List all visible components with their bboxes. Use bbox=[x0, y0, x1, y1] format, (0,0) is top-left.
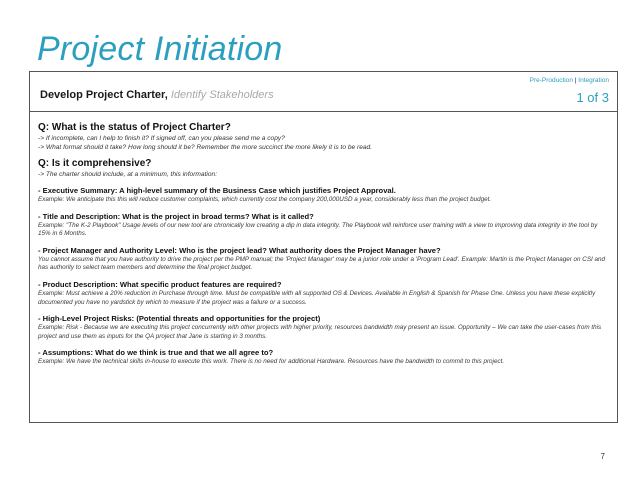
phase-secondary: Integration bbox=[578, 77, 609, 84]
slide-number: 7 bbox=[600, 452, 605, 461]
page-title: Project Initiation bbox=[37, 30, 283, 68]
phase-primary: Pre-Production bbox=[529, 77, 573, 84]
header-box bbox=[29, 71, 618, 112]
question-heading: Q: Is it comprehensive? bbox=[38, 158, 152, 169]
question-heading: Q: What is the status of Project Charter? bbox=[38, 122, 231, 133]
heading-primary: Develop Project Charter, bbox=[40, 89, 168, 101]
question-line: -> What format should it take? How long should it be? Remember the more succinct the more likely it is to be read. bbox=[38, 144, 373, 151]
question-line: -> If incomplete, can I help to finish it? If signed off, can you please send me a copy? bbox=[38, 135, 285, 142]
slide-heading bbox=[40, 89, 274, 101]
section-example: Example: We anticipate this this will reduce customer complaints, which currently cost the company 200,000USD a year, considerably less than the project budget. bbox=[38, 196, 492, 203]
section-heading: - Project Manager and Authority Level: Who is the project lead? What authority does the Project Manager have? bbox=[38, 245, 441, 255]
section-heading: - Executive Summary: A high-level summary of the Business Case which justifies Project Approval. bbox=[38, 186, 396, 195]
phase-label bbox=[530, 77, 609, 84]
content-box bbox=[29, 112, 618, 423]
section-heading: - High-Level Project Risks: (Potential threats and opportunities for the project) bbox=[38, 314, 321, 324]
section-example: Example: "The K-2 Playbook" Usage levels of our new tool are chronically low creating a dip in data integrity. The Playbook will reinforce user training with a view to improving data integrity in the tool by 15% in 6 Months. bbox=[38, 221, 598, 238]
section-example: Example: Risk - Because we are executing this project concurrently with other projects with higher priority, resources bandwidth may present an issue. Opportunity – We can take the user-cases from this project and use them as inputs for the QA project that Jane is starting in 3 months. bbox=[38, 324, 602, 340]
section-heading: - Assumptions: What do we think is true and that we all agree to? bbox=[38, 348, 274, 358]
section-heading: - Title and Description: What is the project in broad terms? What is it called? bbox=[38, 211, 314, 221]
section-heading: - Product Description: What specific product features are required? bbox=[38, 279, 282, 289]
page-indicator: 1 of 3 bbox=[576, 90, 609, 105]
section-example: You cannot assume that you have authority to drive the project per the PMP manual; the 'Project Manager' may be a junior role under a 'Program Lead'. Example: Martin is the Project Manager on CSI and has authority to select team members and determine the final project budget. bbox=[38, 255, 606, 272]
section-example: Example: We have the technical skills in-house to execute this work. There is no need for additional Hardware. Resources have the bandwidth to commit to this project. bbox=[38, 358, 505, 366]
phase-separator: | bbox=[572, 77, 579, 84]
heading-secondary: Identify Stakeholders bbox=[170, 89, 274, 101]
question-line: -> The charter should include, at a minimum, this information: bbox=[38, 171, 218, 178]
section-example: Example: Must achieve a 20% reduction in Purchase through time. Must be compatible with all supported OS & Devices. Available in English & Spanish for Phase One. Unless you have these explicitly documented you have no yardstick by which to measure if the project was a failure or a success. bbox=[38, 289, 596, 306]
